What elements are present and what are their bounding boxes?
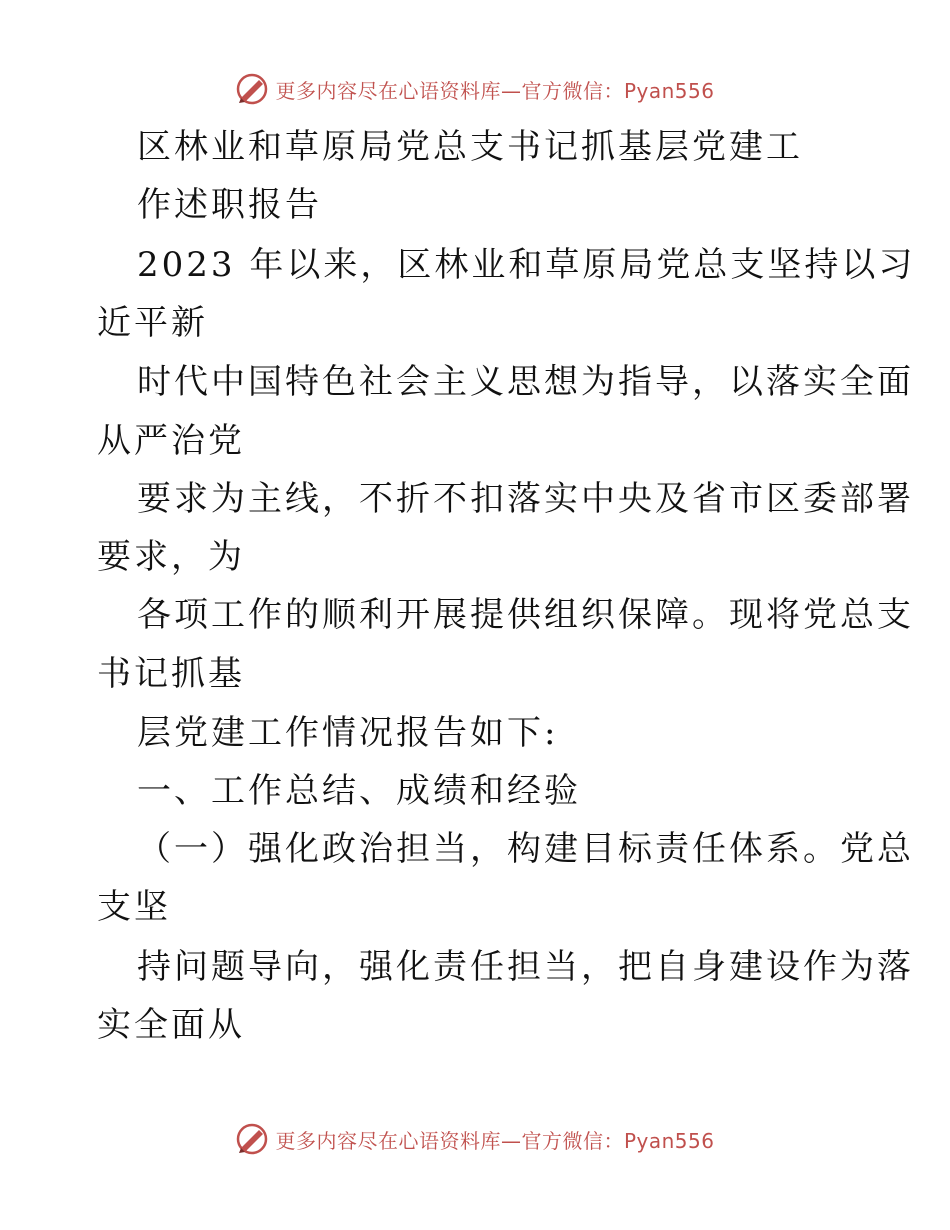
paragraph-line: 2023 年以来，区林业和草原局党总支坚持以习 — [137, 245, 916, 285]
footer-watermark — [0, 1122, 950, 1156]
title-line-1: 区林业和草原局党总支书记抓基层党建工 — [137, 127, 803, 167]
paragraph-line: 要求为主线，不折不扣落实中央及省市区委部署 — [137, 479, 914, 519]
pen-logo-icon — [235, 72, 269, 106]
title-line-2: 作述职报告 — [137, 185, 322, 225]
paragraph-line: 时代中国特色社会主义思想为指导，以落实全面 — [137, 362, 914, 402]
watermark-text: 更多内容尽在心语资料库—官方微信：Pyan556 — [275, 78, 715, 103]
pen-logo-icon — [235, 1122, 269, 1156]
paragraph-line: 持问题导向，强化责任担当，把自身建设作为落 — [137, 947, 914, 987]
subsection-heading: （一）强化政治担当，构建目标责任体系。党总 — [137, 829, 914, 869]
paragraph-line: 支坚 — [97, 887, 171, 927]
watermark-text: 更多内容尽在心语资料库—官方微信：Pyan556 — [275, 1128, 715, 1153]
paragraph-line: 实全面从 — [97, 1005, 245, 1045]
paragraph-line: 各项工作的顺利开展提供组织保障。现将党总支 — [137, 595, 914, 635]
paragraph-line: 书记抓基 — [97, 654, 245, 694]
paragraph-line: 要求，为 — [97, 537, 245, 577]
paragraph-line: 近平新 — [97, 303, 208, 343]
paragraph-line: 层党建工作情况报告如下: — [137, 713, 559, 753]
section-heading: 一、工作总结、成绩和经验 — [137, 771, 581, 811]
paragraph-line: 从严治党 — [97, 421, 245, 461]
header-watermark — [0, 72, 950, 106]
